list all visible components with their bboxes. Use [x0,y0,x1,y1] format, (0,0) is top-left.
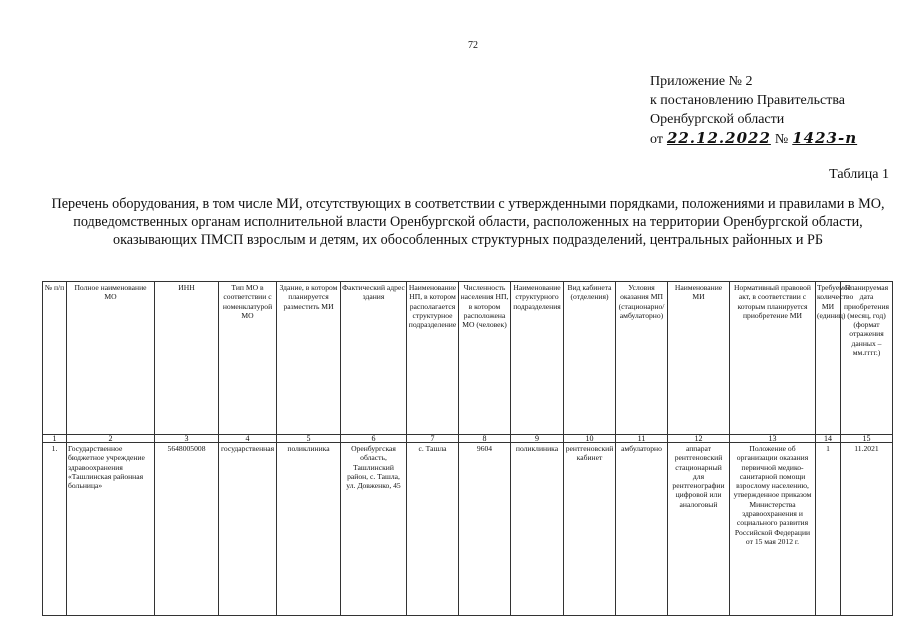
cell-quantity: 1 [816,443,841,616]
column-number-cell: 5 [277,435,341,443]
header-cell: Нормативный правовой акт, в соответствии с которым планируется приобретение МИ [730,282,816,435]
cell-settlement: с. Ташла [407,443,459,616]
header-cell: Планируемая дата приобретения (месяц, год) (формат отражения данных – мм.гггг.) [841,282,893,435]
header-cell: № п/п [43,282,67,435]
cell-planned-date: 11.2021 [841,443,893,616]
header-cell: Полное наименование МО [67,282,155,435]
appendix-line-1: Приложение № 2 [650,74,753,89]
cell-mo-type: государственная [219,443,277,616]
cell-population: 9604 [459,443,511,616]
appendix-block [650,72,900,149]
cell-building: поликлиника [277,443,341,616]
column-number-cell: 1 [43,435,67,443]
header-cell: Наименование структурного подразделения [511,282,564,435]
number-sign: № [774,132,789,147]
header-cell: Требуемое количество МИ (единиц) [816,282,841,435]
header-cell: Фактический адрес здания [341,282,407,435]
cell-legal-act: Положение об организации оказания первичной медико-санитарной помощи взрослому населению, утвержденное приказом Министерства здравоохранения и социального развития Российской Федерации от 15 мая 2012 г. [730,443,816,616]
header-cell: Наименование МИ [668,282,730,435]
column-number-cell: 12 [668,435,730,443]
table-row [43,443,893,616]
table-label: Таблица 1 [829,167,889,182]
column-number-row [43,435,893,443]
appendix-from: от [650,132,663,147]
column-number-cell: 2 [67,435,155,443]
appendix-line-3: Оренбургской области [650,112,785,127]
column-number-cell: 4 [219,435,277,443]
header-cell: Тип МО в соответствии с номенклатурой МО [219,282,277,435]
column-number-cell: 7 [407,435,459,443]
cell-equipment-name: аппарат рентгеновский стационарный для рентгенографии цифровой или аналоговый [668,443,730,616]
column-number-cell: 15 [841,435,893,443]
handwritten-number: 1423-п [792,129,858,147]
header-cell: ИНН [155,282,219,435]
appendix-line-2: к постановлению Правительства [650,93,846,108]
cell-care-conditions: амбулаторно [616,443,668,616]
cell-organization-name: Государственное бюджетное учреждение здравоохранения «Ташлинская районная больница» [67,443,155,616]
header-row [43,282,893,435]
cell-subdivision: поликлиника [511,443,564,616]
cell-address: Оренбургская область, Ташлинский район, с. Ташла, ул. Довженко, 45 [341,443,407,616]
column-number-cell: 9 [511,435,564,443]
page-number: 72 [468,40,478,51]
column-number-cell: 11 [616,435,668,443]
column-number-cell: 10 [564,435,616,443]
document-title: Перечень оборудования, в том числе МИ, отсутствующих в соответствии с утвержденными порядками, положениями и правилами в МО, подведомственных органам исполнительной власти Оренбургской области, расположенных на территории Оренбургской области, оказывающих ПМСП взрослым и детям, их обособленных структурных подразделений, центральных районных и РБ [51,196,885,248]
header-cell: Наименование НП, в котором располагается структурное подразделение [407,282,459,435]
appendix-signature-line [650,129,900,149]
header-cell: Здание, в котором планируется разместить МИ [277,282,341,435]
handwritten-date: 22.12.2022 [666,129,771,147]
column-number-cell: 13 [730,435,816,443]
column-number-cell: 6 [341,435,407,443]
column-number-cell: 8 [459,435,511,443]
column-number-cell: 14 [816,435,841,443]
cell-row-number: 1. [43,443,67,616]
header-cell: Численность населения НП, в котором расположена МО (человек) [459,282,511,435]
header-cell: Вид кабинета (отделения) [564,282,616,435]
cell-cabinet-type: рентгеновский кабинет [564,443,616,616]
header-cell: Условия оказания МП (стационарно/амбулаторно) [616,282,668,435]
column-number-cell: 3 [155,435,219,443]
cell-inn: 5648005008 [155,443,219,616]
equipment-table [42,281,893,616]
